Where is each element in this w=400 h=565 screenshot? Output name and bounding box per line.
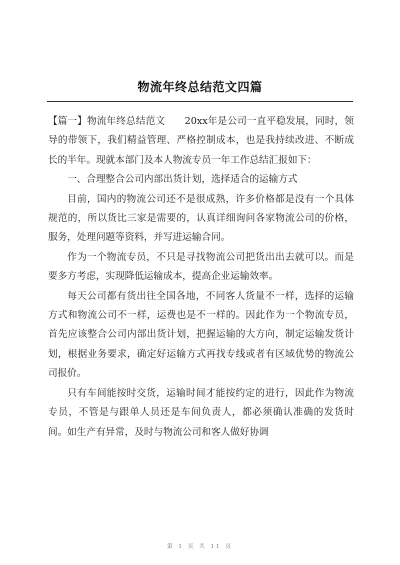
document-body xyxy=(48,112,354,442)
paragraph-intro: 【篇一】物流年终总结范文 20xx年是公司一直平稳发展，同时，领导的带领下，我们精益管理、严格控制成本，也是我持续改进、不断成长的半年。现就本部门及本人物流专员一年工作总结汇报如下： xyxy=(48,116,354,166)
paragraph: 每天公司都有货出往全国各地，不同客人货量不一样，选择的运输方式和物流公司不一样，运费也是不一样的。因此作为一个物流专员，首先应该整合公司内部出货计划，把握运输的大方向，制定运输发货计划，根据业务要求，确定好运输方式再找专线或者有区域优势的物流公司报价。 xyxy=(48,290,354,380)
section-heading-1: 一、合理整合公司内部出货计划，选择适合的运输方式 xyxy=(67,174,298,186)
document-title: 物流年终总结范文四篇 xyxy=(137,80,263,94)
title-divider xyxy=(47,101,353,102)
paragraph: 只有车间能按时交货，运输时间才能按约定的进行，因此作为物流专员，不管是与跟单人员还是车间负责人，都必须确认准确的发货时间。如生产有异常，及时与物流公司和客人做好协调 xyxy=(48,387,354,438)
page-number-footer: 第 1 页 共 11 页 xyxy=(167,544,233,550)
paragraph: 作为一个物流专员，不只是寻找物流公司把货出出去就可以。而是要多方考虑，实现降低运输成本，提高企业运输效率。 xyxy=(48,251,354,283)
paragraph: 目前，国内的物流公司还不是很成熟，许多价格都是没有一个具体规范的，所以货比三家是需要的，认真详细询问各家物流公司的价格，服务，处理问题等资料，并写进运输合同。 xyxy=(48,193,354,244)
